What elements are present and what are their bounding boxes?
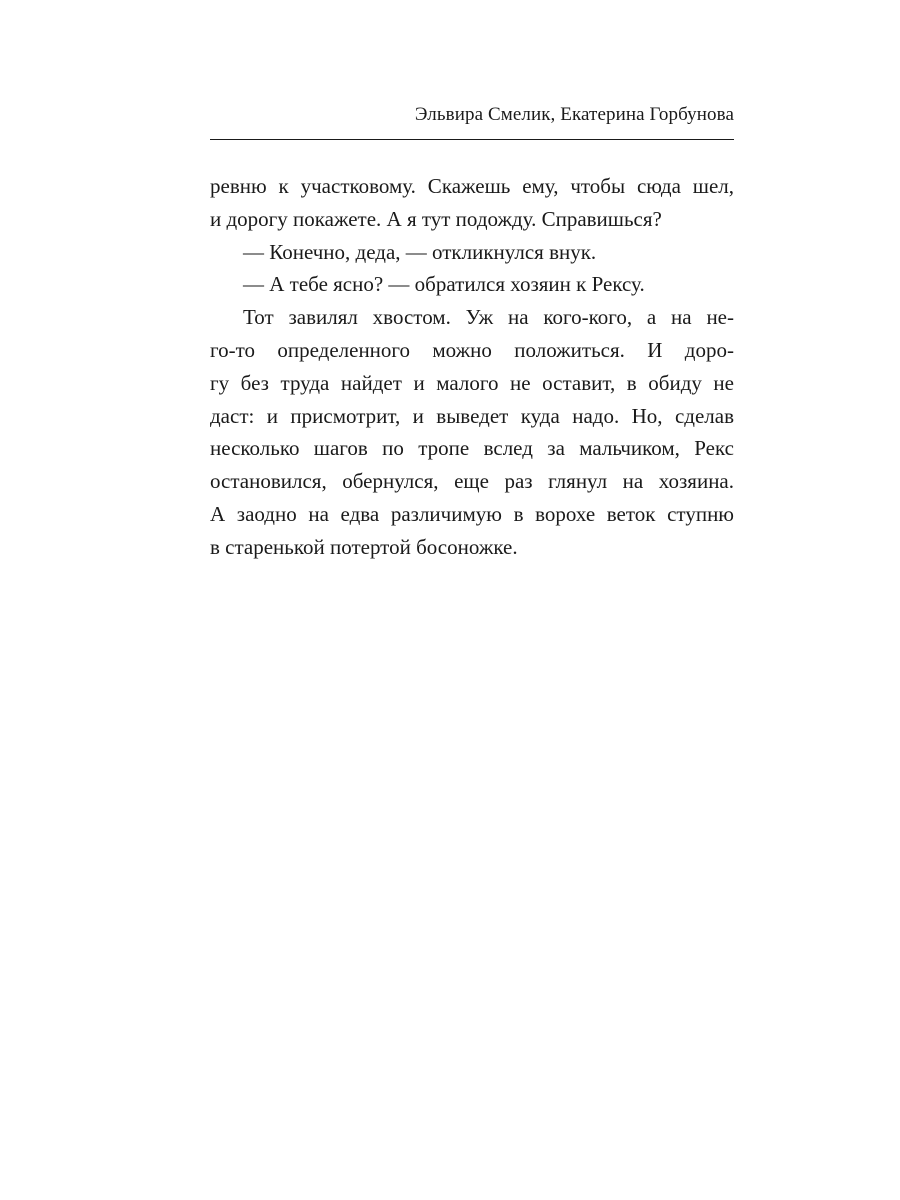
text-line: А заодно на едва различимую в ворохе веток ступню	[210, 501, 734, 526]
text-line: гу без труда найдет и малого не оставит, в обиду не	[210, 370, 734, 395]
text-line: даст: и присмотрит, и выведет куда надо. Но, сделав	[210, 403, 734, 428]
text-line: остановился, обернулся, еще раз глянул на хозяина.	[210, 469, 734, 494]
body-text	[210, 170, 734, 564]
header-rule	[210, 139, 734, 140]
running-head: Эльвира Смелик, Екатерина Горбунова	[414, 104, 734, 125]
text-line: го-то определенного можно положиться. И доро-	[210, 337, 734, 362]
dialogue-line: — А тебе ясно? — обратился хозяин к Рексу.	[243, 272, 645, 297]
text-line: несколько шагов по тропе вслед за мальчиком, Рекс	[210, 436, 734, 461]
text-line: и дорогу покажете. А я тут подожду. Справишься?	[210, 206, 662, 231]
text-line: ревню к участковому. Скажешь ему, чтобы сюда шел,	[210, 174, 734, 198]
paragraph-first-line: Тот завилял хвостом. Уж на кого-кого, а на не-	[243, 305, 734, 330]
text-line: в старенькой потертой босоножке.	[210, 534, 518, 559]
dialogue-line: — Конечно, деда, — откликнулся внук.	[243, 239, 597, 264]
